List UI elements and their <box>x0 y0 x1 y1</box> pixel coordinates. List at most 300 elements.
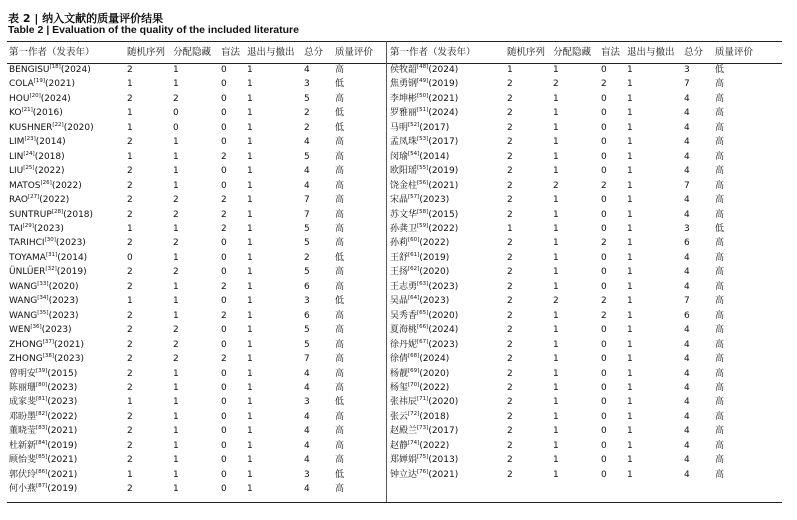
author-name: 杨靓 <box>390 368 409 379</box>
blinding-score: 0 <box>601 339 607 350</box>
total-score: 3 <box>684 65 690 76</box>
table-row <box>390 309 761 323</box>
quality-rating: 高 <box>715 122 725 133</box>
withdrawal-score: 1 <box>247 122 253 133</box>
withdrawal-score: 1 <box>627 397 633 408</box>
total-score: 7 <box>304 209 310 220</box>
withdrawal-score: 1 <box>627 209 633 220</box>
author-cell <box>390 121 507 135</box>
publication-year: (2020) <box>419 267 450 278</box>
author-name: 郭伏玲 <box>9 469 37 480</box>
author-cell <box>390 251 507 265</box>
reference-number: [54] <box>408 150 420 157</box>
publication-year: (2019) <box>47 440 78 451</box>
table-row <box>390 135 761 149</box>
blinding-score: 0 <box>601 440 607 451</box>
author-name: 邓盼墨 <box>9 411 37 422</box>
random-sequence-score: 1 <box>127 151 133 162</box>
blinding-score: 0 <box>601 411 607 422</box>
random-sequence-score: 2 <box>127 281 133 292</box>
quality-rating: 低 <box>335 469 345 480</box>
author-cell <box>9 482 127 496</box>
table-row <box>9 338 381 352</box>
random-sequence-score: 2 <box>507 339 513 350</box>
quality-rating: 高 <box>335 325 345 336</box>
allocation-concealment-score: 1 <box>553 122 559 133</box>
header-allocation-concealment: 分配隐藏 <box>173 46 212 58</box>
random-sequence-score: 2 <box>507 108 513 119</box>
author-name: 王舒 <box>390 252 409 263</box>
withdrawal-score: 1 <box>627 354 633 365</box>
author-cell <box>9 164 127 178</box>
withdrawal-score: 1 <box>247 137 253 148</box>
publication-year: (2018) <box>419 411 450 422</box>
blinding-score: 0 <box>221 252 227 263</box>
author-cell <box>9 323 127 337</box>
withdrawal-score: 1 <box>247 281 253 292</box>
total-score: 4 <box>684 93 690 104</box>
table-caption-chinese: 表 2 | 纳入文献的质量评价结果 <box>8 12 164 25</box>
random-sequence-score: 1 <box>127 108 133 119</box>
author-cell <box>390 410 507 424</box>
reference-number: [68] <box>408 353 420 360</box>
blinding-score: 0 <box>221 108 227 119</box>
total-score: 4 <box>304 65 310 76</box>
author-name: LIU <box>9 166 24 177</box>
publication-year: (2021) <box>428 180 459 191</box>
author-name: 顾怡斐 <box>9 455 37 466</box>
table-top-rule <box>7 41 782 42</box>
random-sequence-score: 2 <box>507 267 513 278</box>
reference-number: [70] <box>408 381 420 388</box>
quality-rating: 低 <box>335 252 345 263</box>
quality-rating: 高 <box>335 166 345 177</box>
total-score: 2 <box>304 122 310 133</box>
total-score: 6 <box>304 310 310 321</box>
table-row <box>390 381 761 395</box>
author-name: 董晓莹 <box>9 426 37 437</box>
total-score: 7 <box>304 195 310 206</box>
author-cell <box>390 222 507 236</box>
total-score: 4 <box>304 166 310 177</box>
total-score: 4 <box>684 267 690 278</box>
publication-year: (2022) <box>419 382 450 393</box>
table-row <box>9 294 381 308</box>
author-cell <box>9 77 127 91</box>
table-row <box>390 193 761 207</box>
blinding-score: 0 <box>221 122 227 133</box>
allocation-concealment-score: 1 <box>553 411 559 422</box>
allocation-concealment-score: 1 <box>553 224 559 234</box>
allocation-concealment-score: 1 <box>173 411 179 422</box>
publication-year: (2021) <box>47 469 78 480</box>
allocation-concealment-score: 1 <box>173 426 179 437</box>
allocation-concealment-score: 2 <box>173 354 179 365</box>
withdrawal-score: 1 <box>247 397 253 408</box>
quality-rating: 高 <box>335 339 345 350</box>
author-cell <box>9 280 127 294</box>
withdrawal-score: 1 <box>627 93 633 104</box>
random-sequence-score: 2 <box>507 354 513 365</box>
withdrawal-score: 1 <box>247 252 253 263</box>
withdrawal-score: 1 <box>247 166 253 177</box>
table-row <box>390 208 761 222</box>
quality-rating: 高 <box>715 195 725 206</box>
table-row <box>390 164 761 178</box>
random-sequence-score: 2 <box>127 93 133 104</box>
random-sequence-score: 2 <box>507 137 513 148</box>
random-sequence-score: 2 <box>127 440 133 451</box>
publication-year: (2019) <box>47 484 78 495</box>
allocation-concealment-score: 1 <box>553 238 559 249</box>
random-sequence-score: 2 <box>127 354 133 365</box>
table-row <box>390 63 761 77</box>
author-cell <box>9 424 127 438</box>
author-cell <box>9 309 127 323</box>
random-sequence-score: 2 <box>507 382 513 393</box>
withdrawal-score: 1 <box>627 368 633 379</box>
blinding-score: 2 <box>221 209 227 220</box>
author-name: 陈丽珊 <box>9 382 37 393</box>
reference-number: [74] <box>408 439 420 446</box>
publication-year: (2014) <box>419 151 450 162</box>
total-score: 4 <box>684 469 690 480</box>
allocation-concealment-score: 1 <box>173 137 179 148</box>
author-cell <box>9 367 127 381</box>
reference-number: [38] <box>42 353 55 360</box>
random-sequence-score: 2 <box>127 195 133 206</box>
author-name: 成家斐 <box>9 397 37 408</box>
total-score: 3 <box>304 296 310 307</box>
author-cell <box>9 251 127 265</box>
allocation-concealment-score: 1 <box>553 267 559 278</box>
publication-year: (2023) <box>428 281 459 292</box>
table-row <box>390 367 761 381</box>
blinding-score: 2 <box>601 310 607 321</box>
total-score: 5 <box>304 238 310 249</box>
author-cell <box>390 323 507 337</box>
withdrawal-score: 1 <box>247 224 253 234</box>
author-cell <box>390 179 507 193</box>
random-sequence-score: 2 <box>127 411 133 422</box>
table-row <box>9 381 381 395</box>
publication-year: (2017) <box>428 426 459 437</box>
total-score: 2 <box>304 108 310 119</box>
total-score: 7 <box>684 296 690 307</box>
table-row <box>9 309 381 323</box>
withdrawal-score: 1 <box>247 354 253 365</box>
withdrawal-score: 1 <box>247 440 253 451</box>
author-name: ZHONG <box>9 354 43 365</box>
quality-rating: 低 <box>335 79 345 90</box>
blinding-score: 0 <box>221 382 227 393</box>
publication-year: (2020) <box>428 397 459 408</box>
total-score: 4 <box>684 195 690 206</box>
quality-rating: 高 <box>715 151 725 162</box>
author-cell <box>9 63 127 77</box>
random-sequence-score: 2 <box>127 368 133 379</box>
author-name: 王扬 <box>390 267 409 278</box>
author-name: 欧阳瑶 <box>390 166 418 177</box>
blinding-score: 2 <box>601 79 607 90</box>
allocation-concealment-score: 1 <box>173 224 179 234</box>
random-sequence-score: 2 <box>507 166 513 177</box>
table-row <box>9 439 381 453</box>
allocation-concealment-score: 2 <box>553 180 559 191</box>
publication-year: (2021) <box>428 93 459 104</box>
reference-number: [20] <box>29 92 41 99</box>
publication-year: (2022) <box>419 238 450 249</box>
random-sequence-score: 1 <box>127 296 133 307</box>
allocation-concealment-score: 1 <box>553 455 559 466</box>
blinding-score: 2 <box>221 310 227 321</box>
blinding-score: 0 <box>601 368 607 379</box>
publication-year: (2014) <box>35 137 66 148</box>
withdrawal-score: 1 <box>627 137 633 148</box>
random-sequence-score: 2 <box>507 281 513 292</box>
table-row <box>390 222 761 236</box>
withdrawal-score: 1 <box>247 310 253 321</box>
random-sequence-score: 2 <box>127 267 133 278</box>
withdrawal-score: 1 <box>247 411 253 422</box>
author-name: 郑婵娟 <box>390 455 418 466</box>
author-cell <box>390 265 507 279</box>
total-score: 7 <box>684 79 690 90</box>
random-sequence-score: 2 <box>507 93 513 104</box>
reference-number: [19] <box>33 78 46 85</box>
random-sequence-score: 2 <box>507 440 513 451</box>
random-sequence-score: 2 <box>127 65 133 76</box>
publication-year: (2023) <box>419 195 450 206</box>
author-cell <box>390 338 507 352</box>
reference-number: [31] <box>45 251 58 258</box>
table-row <box>9 92 381 106</box>
table-row <box>9 150 381 164</box>
reference-number: [83] <box>36 425 48 432</box>
random-sequence-score: 1 <box>127 224 133 234</box>
allocation-concealment-score: 1 <box>553 368 559 379</box>
quality-rating: 高 <box>715 368 725 379</box>
author-name: KUSHNER <box>9 122 53 133</box>
blinding-score: 0 <box>221 65 227 76</box>
publication-year: (2020) <box>63 122 94 133</box>
author-name: 孙莉 <box>390 238 409 249</box>
reference-number: [64] <box>408 295 420 302</box>
blinding-score: 2 <box>221 151 227 162</box>
author-name: WANG <box>9 310 38 321</box>
author-cell <box>390 106 507 120</box>
total-score: 4 <box>684 166 690 177</box>
publication-year: (2024) <box>60 65 91 76</box>
withdrawal-score: 1 <box>627 180 633 191</box>
publication-year: (2024) <box>419 354 450 365</box>
author-name: 杜新新 <box>9 440 37 451</box>
table-row <box>9 106 381 120</box>
blinding-score: 0 <box>601 166 607 177</box>
header-row <box>390 43 761 63</box>
author-cell <box>390 367 507 381</box>
reference-number: [26] <box>40 179 52 186</box>
withdrawal-score: 1 <box>247 209 253 220</box>
allocation-concealment-score: 1 <box>553 195 559 206</box>
total-score: 4 <box>684 354 690 365</box>
author-name: KO <box>9 108 22 119</box>
withdrawal-score: 1 <box>247 339 253 350</box>
allocation-concealment-score: 1 <box>553 93 559 104</box>
allocation-concealment-score: 1 <box>553 354 559 365</box>
total-score: 4 <box>304 137 310 148</box>
blinding-score: 0 <box>221 339 227 350</box>
blinding-score: 0 <box>221 137 227 148</box>
publication-year: (2016) <box>32 108 63 119</box>
table-row <box>390 338 761 352</box>
total-score: 5 <box>304 339 310 350</box>
withdrawal-score: 1 <box>247 79 253 90</box>
author-cell <box>390 381 507 395</box>
withdrawal-score: 1 <box>247 325 253 336</box>
table-row <box>9 453 381 467</box>
publication-year: (2023) <box>47 382 78 393</box>
table-row <box>390 150 761 164</box>
quality-rating: 高 <box>335 209 345 220</box>
author-cell <box>9 135 127 149</box>
random-sequence-score: 2 <box>127 382 133 393</box>
blinding-score: 0 <box>601 382 607 393</box>
column-divider <box>386 41 387 502</box>
blinding-score: 0 <box>221 469 227 480</box>
random-sequence-score: 2 <box>507 325 513 336</box>
allocation-concealment-score: 2 <box>173 195 179 206</box>
allocation-concealment-score: 1 <box>553 166 559 177</box>
table-row <box>390 265 761 279</box>
allocation-concealment-score: 1 <box>173 469 179 480</box>
table-row <box>9 121 381 135</box>
reference-number: [62] <box>408 266 420 273</box>
total-score: 4 <box>684 252 690 263</box>
publication-year: (2018) <box>63 209 94 220</box>
author-name: 张祎辰 <box>390 397 418 408</box>
quality-rating: 低 <box>335 122 345 133</box>
author-cell <box>390 150 507 164</box>
table-row <box>390 468 761 482</box>
quality-table-left <box>9 43 381 497</box>
random-sequence-score: 2 <box>507 426 513 437</box>
random-sequence-score: 2 <box>127 426 133 437</box>
author-cell <box>390 280 507 294</box>
blinding-score: 0 <box>221 368 227 379</box>
withdrawal-score: 1 <box>627 440 633 451</box>
quality-rating: 高 <box>715 325 725 336</box>
author-cell <box>9 352 127 366</box>
author-name: 侯牧韶 <box>390 65 418 76</box>
random-sequence-score: 2 <box>127 325 133 336</box>
quality-rating: 低 <box>715 65 725 76</box>
publication-year: (2022) <box>47 411 78 422</box>
withdrawal-score: 1 <box>627 238 633 249</box>
total-score: 4 <box>684 108 690 119</box>
blinding-score: 0 <box>221 93 227 104</box>
blinding-score: 2 <box>221 354 227 365</box>
quality-table-right <box>390 43 761 482</box>
random-sequence-score: 2 <box>507 122 513 133</box>
total-score: 4 <box>684 411 690 422</box>
header-author: 第一作者（发表年） <box>390 46 476 58</box>
blinding-score: 0 <box>601 252 607 263</box>
table-row <box>9 208 381 222</box>
total-score: 6 <box>304 281 310 292</box>
author-name: WANG <box>9 296 38 307</box>
reference-number: [86] <box>36 468 48 475</box>
quality-rating: 高 <box>715 166 725 177</box>
total-score: 4 <box>684 455 690 466</box>
blinding-score: 0 <box>221 238 227 249</box>
author-cell <box>9 265 127 279</box>
random-sequence-score: 1 <box>507 224 513 234</box>
author-name: 赵殿兰 <box>390 426 418 437</box>
author-cell <box>9 150 127 164</box>
table-row <box>9 482 381 496</box>
quality-rating: 低 <box>335 296 345 307</box>
withdrawal-score: 1 <box>627 382 633 393</box>
quality-rating: 高 <box>715 440 725 451</box>
random-sequence-score: 2 <box>127 209 133 220</box>
author-cell <box>9 106 127 120</box>
withdrawal-score: 1 <box>247 267 253 278</box>
withdrawal-score: 1 <box>247 368 253 379</box>
table-row <box>9 251 381 265</box>
quality-rating: 高 <box>335 455 345 466</box>
header-total-score: 总分 <box>304 46 324 58</box>
reference-number: [36] <box>30 324 42 331</box>
author-name: RAO <box>9 195 28 206</box>
publication-year: (2019) <box>428 79 459 90</box>
reference-number: [21] <box>21 107 33 114</box>
allocation-concealment-score: 1 <box>553 325 559 336</box>
publication-year: (2021) <box>47 455 78 466</box>
publication-year: (2021) <box>45 79 75 90</box>
author-name: WEN <box>9 325 31 336</box>
author-name: 马明 <box>390 122 409 133</box>
random-sequence-score: 2 <box>507 310 513 321</box>
author-name: 饶金柱 <box>390 180 418 191</box>
withdrawal-score: 1 <box>247 484 253 495</box>
blinding-score: 0 <box>221 411 227 422</box>
reference-number: [49] <box>417 78 429 85</box>
table-row <box>9 323 381 337</box>
reference-number: [55] <box>417 165 429 172</box>
allocation-concealment-score: 1 <box>173 151 179 162</box>
reference-number: [57] <box>408 194 420 201</box>
reference-number: [18] <box>49 64 61 71</box>
publication-year: (2023) <box>41 325 72 336</box>
blinding-score: 0 <box>601 224 607 234</box>
quality-rating: 高 <box>715 281 725 292</box>
table-row <box>390 92 761 106</box>
allocation-concealment-score: 2 <box>173 325 179 336</box>
publication-year: (2015) <box>47 368 78 379</box>
header-withdrawal: 退出与撤出 <box>627 46 675 58</box>
blinding-score: 2 <box>221 195 227 206</box>
random-sequence-score: 2 <box>127 180 133 191</box>
allocation-concealment-score: 1 <box>553 440 559 451</box>
blinding-score: 0 <box>601 281 607 292</box>
total-score: 4 <box>304 440 310 451</box>
allocation-concealment-score: 1 <box>173 65 179 76</box>
table-row <box>390 106 761 120</box>
allocation-concealment-score: 1 <box>173 310 179 321</box>
quality-rating: 高 <box>715 180 725 191</box>
allocation-concealment-score: 1 <box>553 108 559 119</box>
